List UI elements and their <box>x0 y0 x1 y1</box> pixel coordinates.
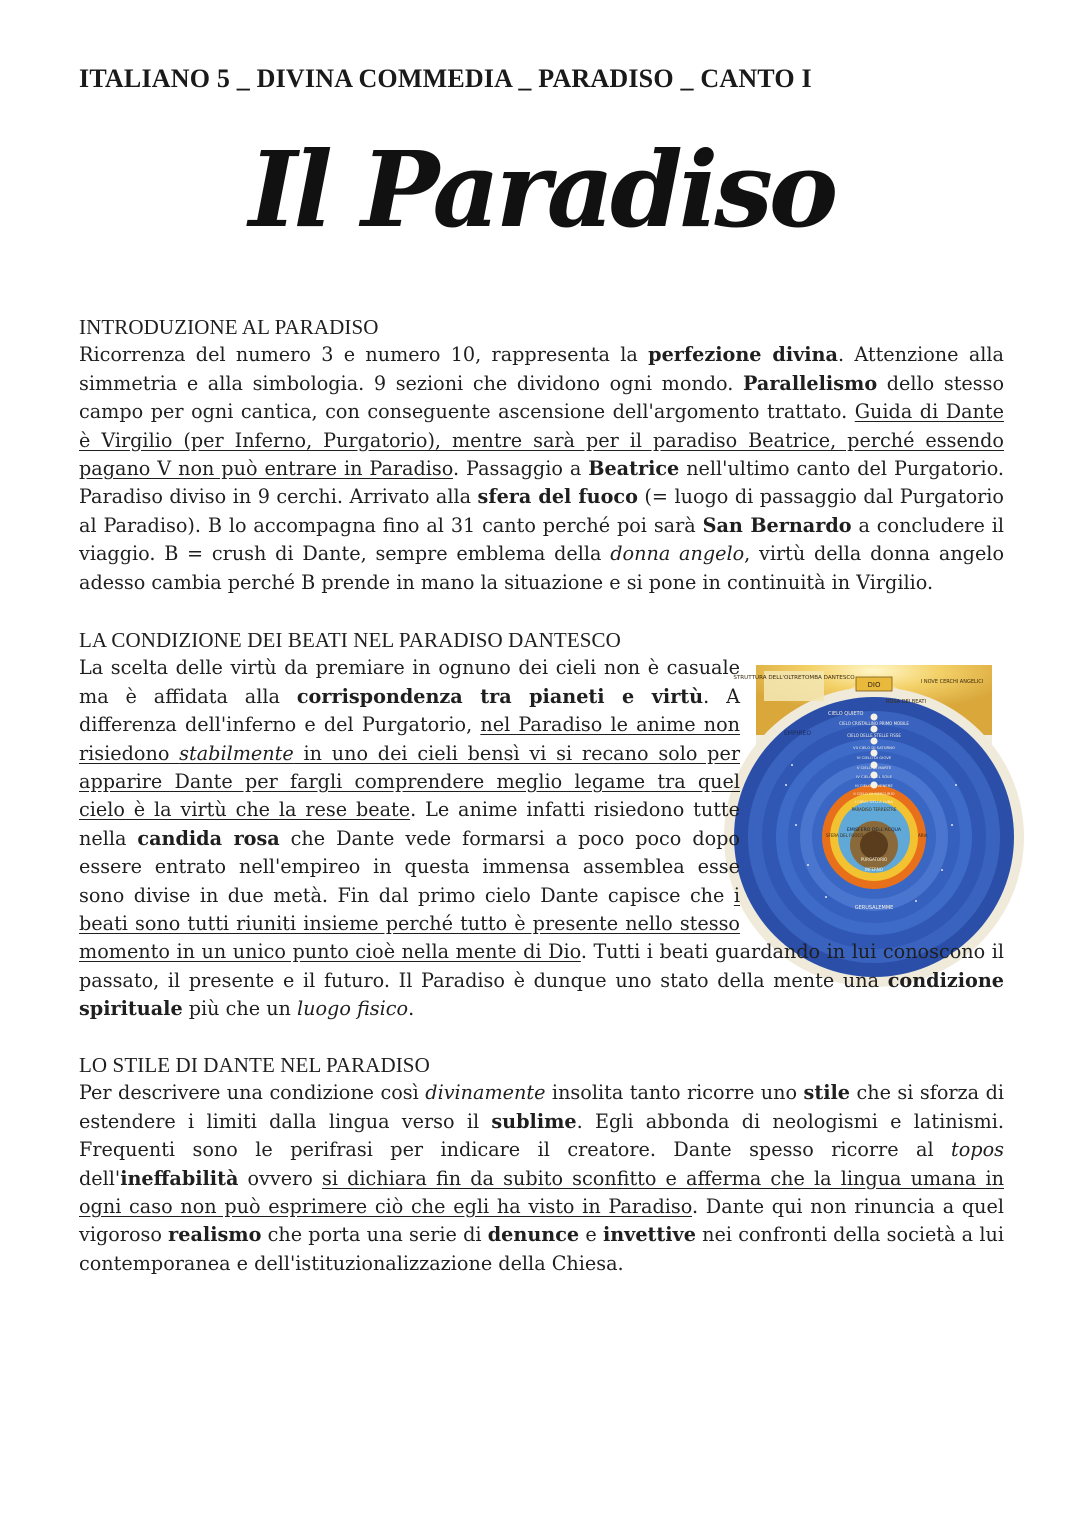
text-run: e <box>579 1223 603 1247</box>
label-emisfero: EMISFERO DELL'ACQUA <box>846 828 902 834</box>
bold-text: sublime <box>491 1109 577 1133</box>
label-heaven: I CIELO DELLA LUNA <box>854 799 894 805</box>
label-dio: DIO <box>867 681 881 690</box>
bold-text: candida rosa <box>137 826 280 850</box>
text-run: . Dante qui non rinuncia a quel vigoroso <box>79 1195 1004 1247</box>
text-run: . Tutti i beati guardando in lui conoscono il passato, il presente e il futuro. Il Paradiso è dunque uno stato della mente una <box>79 940 1004 992</box>
label-stelle: CIELO DELLE STELLE FISSE <box>847 733 901 739</box>
paradise-structure-image <box>733 665 992 923</box>
text-run: . Egli abbonda di neologismi e latinismi. Frequenti sono le perifrasi per indicare il creatore. Dante spesso ricorre al <box>79 1109 1004 1162</box>
text-run: . A differenza dell'inferno e del Purgatorio, <box>79 684 740 737</box>
label-heaven: III CIELO DI VENERE <box>855 783 893 789</box>
section-heading: LO STILE DI DANTE NEL PARADISO <box>79 1053 430 1077</box>
section-condizione-beati <box>79 626 1004 1024</box>
label-gerusalemme: GERUSALEMME <box>854 905 894 912</box>
label-cerchi: I NOVE CERCHI ANGELICI <box>920 679 984 686</box>
underlined-text: nel Paradiso le anime non risiedono <box>79 713 740 765</box>
label-paradiso-terrestre: PARADISO TERRESTRE <box>851 807 897 813</box>
text-run: insolita tanto ricorre uno <box>545 1081 804 1105</box>
text-run: che Dante vede formarsi a poco poco dopo essere entrato nell'empireo in questa immensa assemblea esse sono divise in due metà. Fin dal primo cielo Dante capisce che <box>79 826 740 907</box>
underlined-text: Guida di Dante è Virgilio (per Inferno, Purgatorio), mentre sarà per il paradiso Beatrice, perché essendo pagano V non può entrare in Paradiso <box>79 400 1004 481</box>
label-heaven: II CIELO DI MERCURIO <box>853 791 895 797</box>
text-run: La scelta delle virtù da premiare in ognuno dei cieli non è casuale ma è affidata alla <box>79 656 740 708</box>
section-body <box>79 1079 1004 1278</box>
document-header: ITALIANO 5 _ DIVINA COMMEDIA _ PARADISO _ CANTO I <box>79 64 812 93</box>
text-run: che porta una serie di <box>261 1223 488 1247</box>
section-stile-dante <box>79 1051 1004 1278</box>
italic-text: topos <box>951 1138 1004 1162</box>
text-run: . Passaggio a <box>452 457 589 481</box>
bold-text: perfezione divina <box>648 343 838 367</box>
italic-text: luogo fisico <box>297 997 409 1021</box>
label-heaven: VII CIELO DI SATURNO <box>853 745 895 751</box>
section-heading: INTRODUZIONE AL PARADISO <box>79 315 379 339</box>
bold-text: corrispondenza tra pianeti e virtù <box>296 684 704 708</box>
label-struttura: STRUTTURA DELL'OLTRETOMBA DANTESCO <box>733 675 855 682</box>
label-rosa: ROSA DEI BEATI <box>886 699 926 706</box>
text-run: che si sforza di estendere i limiti dalla lingua verso il <box>79 1081 1004 1133</box>
label-purgatorio: PURGATORIO <box>860 857 888 863</box>
section-introduzione <box>79 313 1004 597</box>
section-heading: LA CONDIZIONE DEI BEATI NEL PARADISO DANTESCO <box>79 628 621 652</box>
underlined-text: si dichiara fin da subito sconfitto e afferma che la lingua umana in ogni caso non può esprimere ciò che egli ha visto in Paradiso <box>79 1166 1004 1219</box>
text-run: (= luogo di passaggio dal Purgatorio al Paradiso). B lo accompagna fino al 31 canto perché poi sarà <box>79 485 1004 537</box>
label-empireo: EMPIREO <box>784 730 812 738</box>
text-run: nei confronti della società a lui contemporanea e dell'istituzionalizzazione della Chiesa. <box>79 1223 1004 1275</box>
bold-text: Beatrice <box>588 457 680 481</box>
bold-text: stile <box>803 1081 850 1105</box>
bold-text: San Bernardo <box>702 513 852 537</box>
italic-text: divinamente <box>425 1081 546 1105</box>
label-aria: ARIA <box>918 833 928 839</box>
text-run: ovvero <box>238 1166 322 1190</box>
text-run: Per descrivere una condizione così <box>79 1081 426 1105</box>
underlined-text: in uno dei cieli bensì vi si recano solo per apparire Dante per fargli comprendere meglio legame tra quel cielo è la virtù che la rese beate <box>79 741 740 822</box>
text-run: . Le anime infatti risiedono tutte nella <box>79 798 740 850</box>
text-run: Ricorrenza del numero 3 e numero 10, rappresenta la <box>79 343 649 367</box>
section-body <box>79 341 1004 597</box>
text-run: a concludere il viaggio. B = crush di Dante, sempre emblema della <box>79 513 1004 566</box>
underlined-text: stabilmente <box>179 741 294 765</box>
label-heaven: V CIELO DI MARTE <box>856 765 892 771</box>
bold-text: denunce <box>487 1223 580 1247</box>
bold-text: realismo <box>168 1223 262 1247</box>
label-quieto: CIELO QUIETO <box>828 711 864 718</box>
label-fuoco: SFERA DEL FUOCO <box>826 833 864 839</box>
text-run: , virtù della donna angelo adesso cambia perché B prende in mano la situazione e si pone in continuità in Virgilio. <box>79 542 1004 594</box>
bold-text: ineffabilità <box>120 1166 239 1190</box>
bold-text: invettive <box>602 1223 696 1247</box>
bold-text: condizione spirituale <box>79 968 1004 1021</box>
underlined-text: i beati sono tutti riuniti insieme perché tutto è presente nello stesso momento in un unico punto cioè nella mente di Dio <box>79 883 740 964</box>
text-run: . <box>408 997 415 1021</box>
bold-text: Parallelismo <box>742 371 878 395</box>
text-run: dell' <box>79 1166 121 1190</box>
label-heaven: VI CIELO DI GIOVE <box>856 755 892 761</box>
label-inferno: INFERNO <box>865 867 883 873</box>
italic-text: donna angelo <box>610 542 745 566</box>
bold-text: sfera del fuoco <box>477 485 638 509</box>
label-cristallino: CIELO CRISTALLINO PRIMO MOBILE <box>839 721 909 727</box>
text-run: più che un <box>182 997 298 1021</box>
text-run: nell'ultimo canto del Purgatorio. Paradiso diviso in 9 cerchi. Arrivato alla <box>79 457 1005 509</box>
label-heaven: IV CIELO DEL SOLE <box>856 774 892 780</box>
page-title: Il Paradiso <box>248 128 835 251</box>
text-run: . Attenzione alla simmetria e alla simbologia. 9 sezioni che dividono ogni mondo. <box>79 343 1004 395</box>
text-run: dello stesso campo per ogni cantica, con conseguente ascensione dell'argomento trattato. <box>79 371 1005 424</box>
